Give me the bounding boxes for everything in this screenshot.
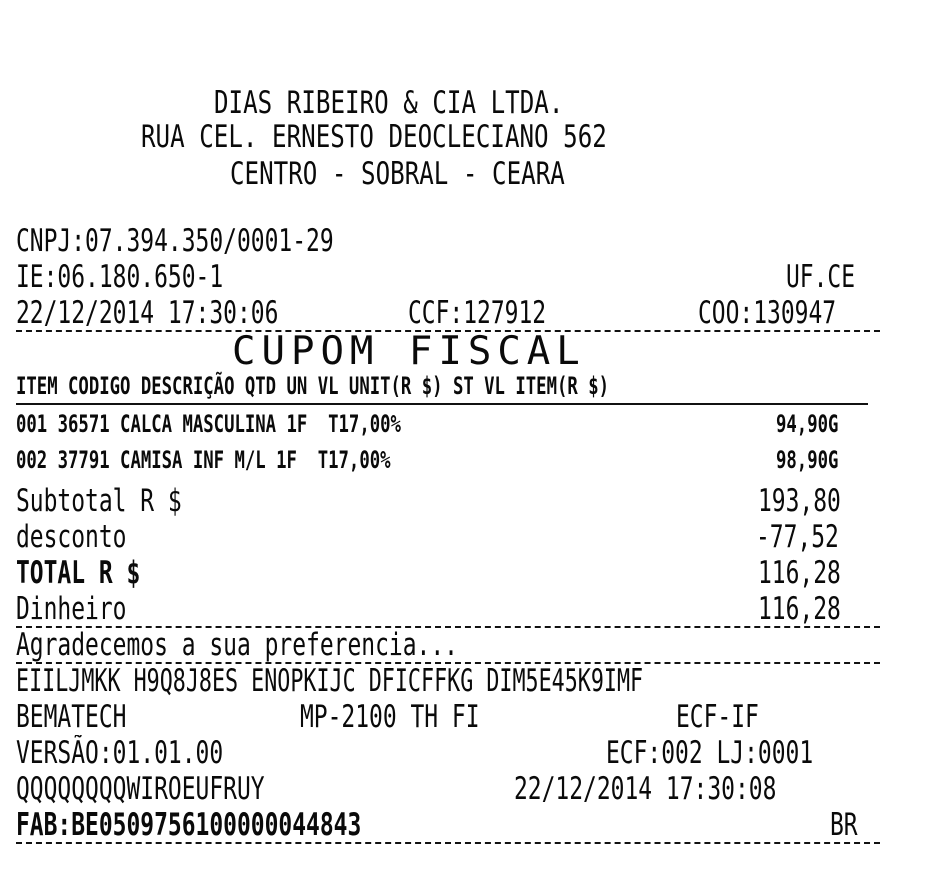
cash-label: Dinheiro [16,591,127,627]
country-code: BR [830,807,858,843]
divider [16,403,868,405]
uf-code: UF.CE [786,259,856,295]
ecf-lj: ECF:002 LJ:0001 [606,735,814,771]
software-version: VERSÃO:01.01.00 [16,735,224,771]
column-header: ITEM CODIGO DESCRIÇÃO QTD UN VL UNIT(R $) ST VL ITEM(R $) [16,372,609,400]
printer-model: MP-2100 TH FI [300,699,480,735]
subtotal-value: 193,80 [758,483,841,519]
company-name: DIAS RIBEIRO & CIA LTDA. [214,85,564,121]
item-value-1: 94,90G [776,410,839,438]
item-line-2: 002 37791 CAMISA INF M/L 1F T17,00% [16,446,391,474]
company-city: CENTRO - SOBRAL - CEARA [230,156,565,192]
cnpj: CNPJ:07.394.350/0001-29 [16,223,334,259]
receipt-title: CUPOM FISCAL [232,329,586,374]
issue-datetime: 22/12/2014 17:30:06 [16,295,279,331]
discount-value: -77,52 [756,519,839,555]
divider [16,842,880,844]
printer-brand: BEMATECH [16,699,127,735]
hash-code: EIILJMKK H9Q8J8ES ENOPKIJC DFICFFKG DIM5E45K9IMF [16,663,644,699]
total-label: TOTAL R $ [16,555,141,591]
thanks-message: Agradecemos a sua preferencia... [16,627,458,663]
ecf-type: ECF-IF [676,699,759,735]
total-value: 116,28 [758,555,841,591]
state-registration: IE:06.180.650-1 [16,259,224,295]
verification-code: QQQQQQQQWIROEUFRUY [16,771,265,807]
discount-label: desconto [16,519,127,555]
print-datetime: 22/12/2014 17:30:08 [514,771,777,807]
item-value-2: 98,90G [776,446,839,474]
company-address: RUA CEL. ERNESTO DEOCLECIANO 562 [141,119,607,155]
coo-number: COO:130947 [698,295,837,331]
fabrication-number: FAB:BE0509756100000044843 [16,807,362,843]
ccf-number: CCF:127912 [408,295,547,331]
subtotal-label: Subtotal R $ [16,483,182,519]
item-line-1: 001 36571 CALCA MASCULINA 1F T17,00% [16,410,401,438]
cash-value: 116,28 [758,591,841,627]
